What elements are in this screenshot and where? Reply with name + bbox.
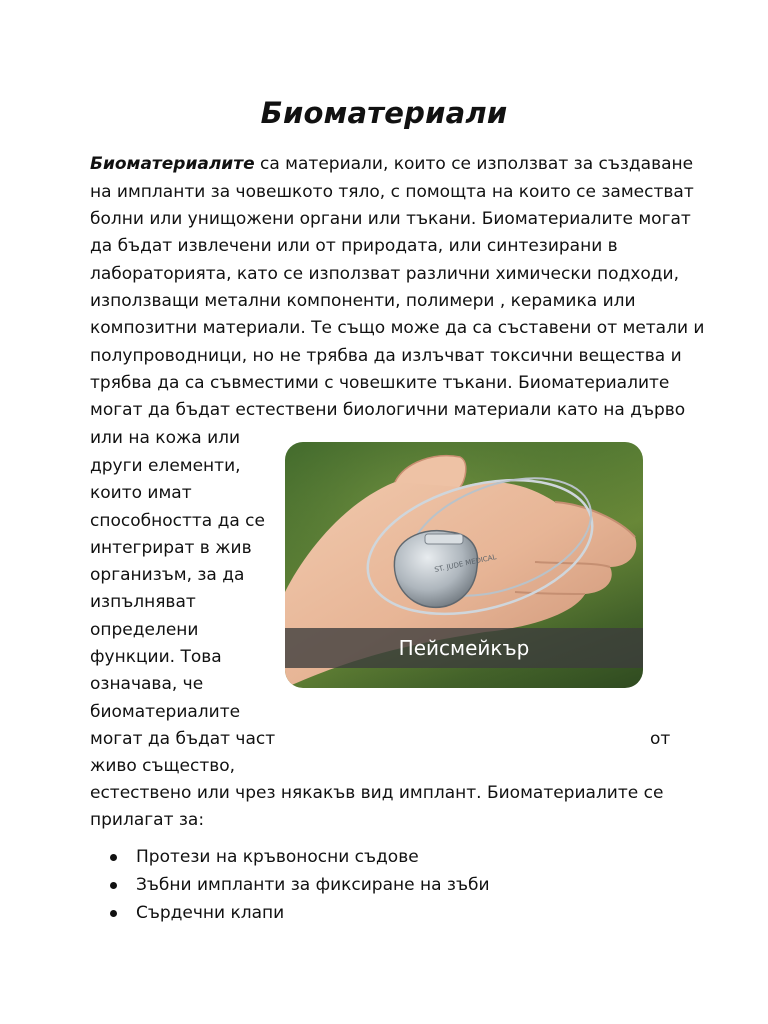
paragraph-line: полупроводници, но не трябва да излъчват токсични вещества и (90, 346, 682, 366)
device-lettering: ST. JUDE MEDICAL (433, 553, 498, 574)
paragraph-line: на импланти за човешкото тяло, с помощта на които се заместват (90, 182, 694, 202)
paragraph-text: са материали, които се използват за създаване (260, 154, 694, 174)
paragraph-line: лабораторията, като се използват различни химически подходи, (90, 264, 679, 284)
paragraph-line: трябва да са съвместими с човешките тъкани. Биоматериалите (90, 373, 670, 393)
paragraph-line: естествено или чрез някакъв вид имплант. Биоматериалите се (90, 783, 664, 803)
paragraph-line: прилагат за: (90, 810, 205, 830)
page-title: Биоматериали (260, 96, 508, 130)
paragraph-line: композитни материали. Те също може да са съставени от метали и (90, 318, 705, 338)
bullet-icon (110, 882, 117, 889)
figure-caption: Пейсмейкър (398, 636, 530, 660)
paragraph-line (90, 153, 693, 175)
wrap-line: определени (90, 620, 199, 640)
wrap-line: способността да се (90, 511, 265, 531)
wrap-line: функции. Това (90, 647, 222, 667)
wrap-line-tail: от (650, 729, 671, 749)
wrap-line: живо същество, (90, 756, 236, 776)
paragraph-line: могат да бъдат естествени биологични материали като на дърво (90, 400, 686, 420)
wrap-line: могат да бъдат част (90, 729, 276, 749)
paragraph-line: болни или унищожени органи или тъкани. Биоматериалите могат (90, 209, 691, 229)
wrap-line: изпълняват (90, 592, 196, 612)
list-item-text: Протези на кръвоносни съдове (136, 847, 419, 867)
wrap-line: които имат (90, 483, 192, 503)
bullet-icon (110, 854, 117, 861)
list-item-text: Сърдечни клапи (136, 903, 285, 923)
wrap-line: организъм, за да (90, 565, 245, 585)
wrap-line: интегрират в жив (90, 538, 252, 558)
bullet-icon (110, 910, 117, 917)
term-highlight: Биоматериалите (90, 154, 255, 174)
wrap-line: биоматериалите (90, 702, 241, 722)
paragraph-line: използващи метални компоненти, полимери , керамика или (90, 291, 636, 311)
wrap-line: или на кожа или (90, 428, 241, 448)
pacemaker-photo (285, 442, 643, 688)
paragraph-line: да бъдат извлечени или от природата, или синтезирани в (90, 236, 618, 256)
list-item-text: Зъбни импланти за фиксиране на зъби (136, 875, 490, 895)
wrap-line: означава, че (90, 674, 204, 694)
wrap-line: други елементи, (90, 456, 241, 476)
caption-bar (285, 628, 643, 668)
